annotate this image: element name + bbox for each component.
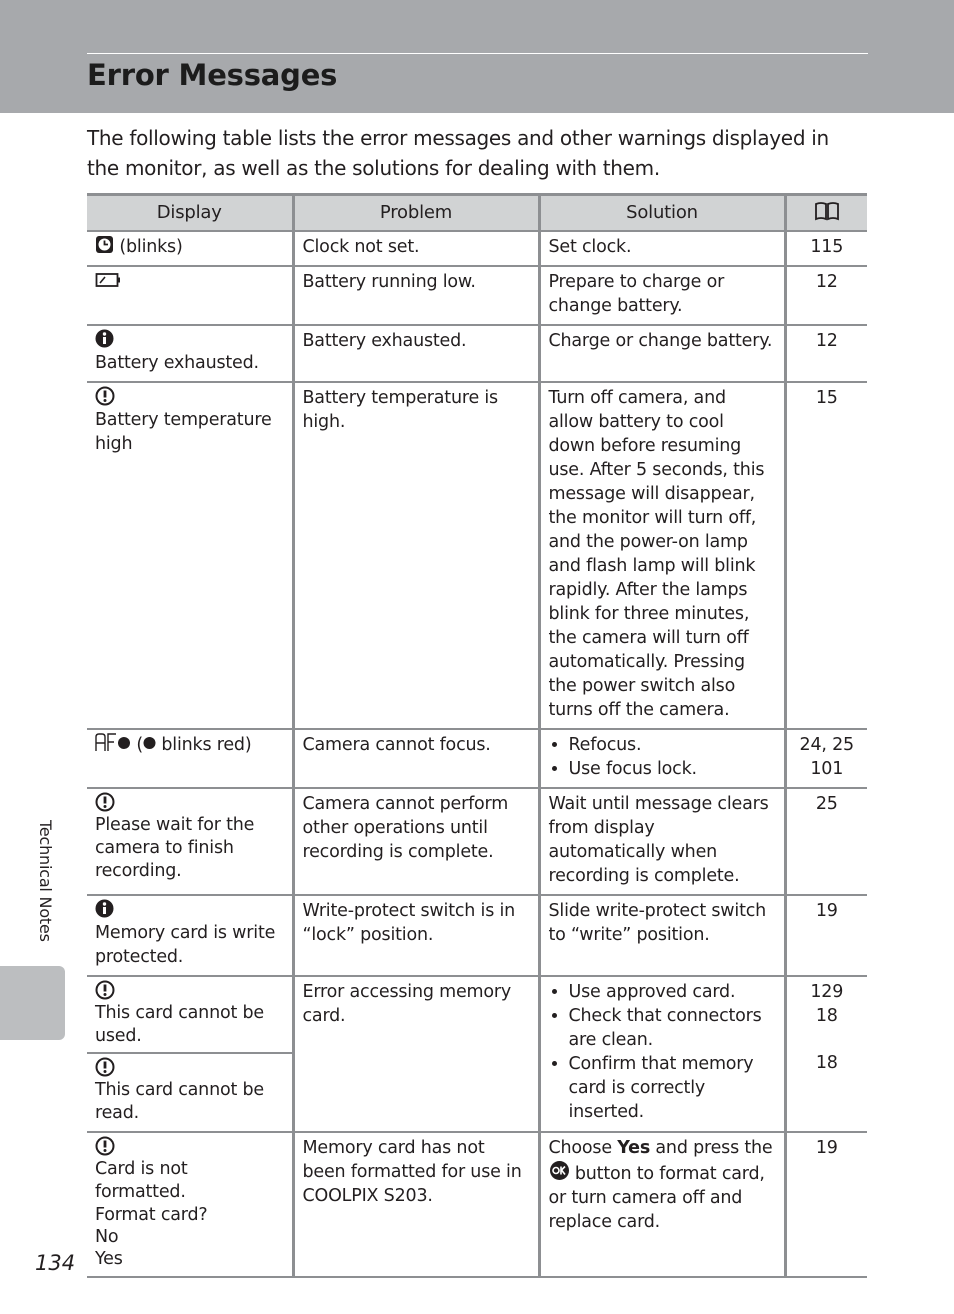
side-label-text: Technical Notes bbox=[36, 820, 55, 942]
dot-icon bbox=[143, 733, 156, 752]
display-cell bbox=[87, 382, 293, 729]
reference-cell: 12 bbox=[785, 325, 867, 382]
problem-cell: Camera cannot focus. bbox=[293, 729, 539, 788]
header-display: Display bbox=[87, 195, 293, 232]
warning-icon bbox=[95, 1057, 115, 1077]
reference-cell bbox=[785, 976, 867, 1132]
display-text: This card cannot be read. bbox=[95, 1080, 264, 1123]
page-title: Error Messages bbox=[87, 58, 338, 92]
solution-cell: Slide write-protect switch to “write” position. bbox=[539, 895, 785, 976]
reference-line: 18 bbox=[815, 1006, 838, 1026]
solution-cell: Charge or change battery. bbox=[539, 325, 785, 382]
display-text: Please wait for the camera to finish recording. bbox=[95, 815, 255, 881]
reference-line: 129 bbox=[810, 982, 844, 1002]
reference-cell: 25 bbox=[785, 788, 867, 895]
table-row bbox=[87, 325, 867, 382]
table-row bbox=[87, 382, 867, 729]
reference-cell: 12 bbox=[785, 266, 867, 325]
intro-text: The following table lists the error messages and other warnings displayed in the monitor, as well as the solutions for dealing with them. bbox=[87, 126, 829, 180]
solution-cell bbox=[539, 1132, 785, 1277]
problem-cell: Battery exhausted. bbox=[293, 325, 539, 382]
display-text-prefix: ( bbox=[136, 735, 144, 755]
book-reference-icon bbox=[814, 201, 840, 221]
table-row bbox=[87, 231, 867, 266]
error-messages-table bbox=[87, 193, 867, 1278]
display-cell bbox=[87, 231, 293, 266]
section-side-label bbox=[36, 820, 57, 960]
warning-icon bbox=[95, 792, 115, 812]
reference-cell: 115 bbox=[785, 231, 867, 266]
display-text: Yes bbox=[95, 1249, 123, 1269]
solution-cell: Turn off camera, and allow battery to cool down before resuming use. After 5 seconds, this message will disappear, the monitor will turn off, and the power-on lamp and flash lamp will blink rapidly. After the lamps blink for three minutes, the camera will turn off automatically. Pressing the power switch also turns off the camera. bbox=[539, 382, 785, 729]
info-icon bbox=[95, 899, 114, 918]
solution-cell: Prepare to charge or change battery. bbox=[539, 266, 785, 325]
display-cell bbox=[87, 788, 293, 895]
display-text: This card cannot be used. bbox=[95, 1003, 264, 1046]
clock-icon bbox=[95, 235, 114, 254]
table-row bbox=[87, 788, 867, 895]
battery-low-icon bbox=[95, 271, 121, 289]
header-problem: Problem bbox=[293, 195, 539, 232]
table-row bbox=[87, 895, 867, 976]
solution-cell: Wait until message clears from display automatically when recording is complete. bbox=[539, 788, 785, 895]
display-cell bbox=[87, 729, 293, 788]
problem-cell: Clock not set. bbox=[293, 231, 539, 266]
display-text: (blinks) bbox=[119, 237, 183, 257]
reference-cell: 15 bbox=[785, 382, 867, 729]
display-text: Memory card is write protected. bbox=[95, 923, 276, 967]
display-text: Card is not formatted. bbox=[95, 1159, 188, 1202]
solution-cell: Set clock. bbox=[539, 231, 785, 266]
yes-option-text: Yes bbox=[617, 1138, 651, 1158]
af-indicator-icon bbox=[95, 733, 117, 752]
display-cell bbox=[87, 266, 293, 325]
problem-cell: Write-protect switch is in “lock” position. bbox=[293, 895, 539, 976]
table-header-row bbox=[87, 195, 867, 232]
reference-line: 18 bbox=[815, 1053, 838, 1073]
display-text: Battery exhausted. bbox=[95, 353, 259, 373]
warning-icon bbox=[95, 386, 115, 406]
display-text: No bbox=[95, 1227, 119, 1247]
solution-text: button to format card, or turn camera off and replace card. bbox=[548, 1164, 765, 1232]
list-item: • Refocus. bbox=[569, 733, 776, 757]
display-cell bbox=[87, 1132, 293, 1277]
table-row bbox=[87, 266, 867, 325]
reference-cell: 19 bbox=[785, 895, 867, 976]
list-item: • Use approved card. bbox=[569, 980, 776, 1004]
solution-text: and press the bbox=[650, 1138, 773, 1158]
solution-cell bbox=[539, 976, 785, 1132]
list-item: • Check that connectors are clean. bbox=[569, 1004, 776, 1052]
ok-button-icon bbox=[549, 1160, 570, 1181]
header-rule bbox=[87, 53, 868, 54]
display-text: Battery temperature high bbox=[95, 410, 272, 454]
problem-cell: Error accessing memory card. bbox=[293, 976, 539, 1132]
info-icon bbox=[95, 329, 114, 348]
table-row bbox=[87, 1132, 867, 1277]
section-side-tab bbox=[0, 966, 65, 1040]
header-band bbox=[0, 0, 954, 113]
page-number: 134 bbox=[35, 1251, 76, 1275]
display-cell bbox=[87, 895, 293, 976]
reference-line: 101 bbox=[810, 759, 844, 779]
display-cell bbox=[87, 976, 293, 1132]
reference-line: 24, 25 bbox=[799, 735, 854, 755]
table-row bbox=[87, 729, 867, 788]
dot-icon bbox=[117, 733, 131, 752]
problem-cell: Camera cannot perform other operations until recording is complete. bbox=[293, 788, 539, 895]
solution-list bbox=[549, 980, 776, 1124]
table-row bbox=[87, 976, 867, 1132]
list-item: • Confirm that memory card is correctly inserted. bbox=[569, 1052, 776, 1124]
reference-cell: 19 bbox=[785, 1132, 867, 1277]
header-reference bbox=[785, 195, 867, 232]
header-solution: Solution bbox=[539, 195, 785, 232]
display-cell bbox=[87, 325, 293, 382]
warning-icon bbox=[95, 1136, 115, 1156]
list-item: • Use focus lock. bbox=[569, 757, 776, 781]
reference-cell bbox=[785, 729, 867, 788]
solution-list bbox=[549, 733, 776, 781]
problem-cell: Battery temperature is high. bbox=[293, 382, 539, 729]
problem-cell: Memory card has not been formatted for use in COOLPIX S203. bbox=[293, 1132, 539, 1277]
warning-icon bbox=[95, 980, 115, 1000]
display-text: blinks red) bbox=[161, 735, 252, 755]
solution-cell bbox=[539, 729, 785, 788]
display-text: Format card? bbox=[95, 1205, 208, 1225]
problem-cell: Battery running low. bbox=[293, 266, 539, 325]
solution-text: Choose bbox=[548, 1138, 618, 1158]
